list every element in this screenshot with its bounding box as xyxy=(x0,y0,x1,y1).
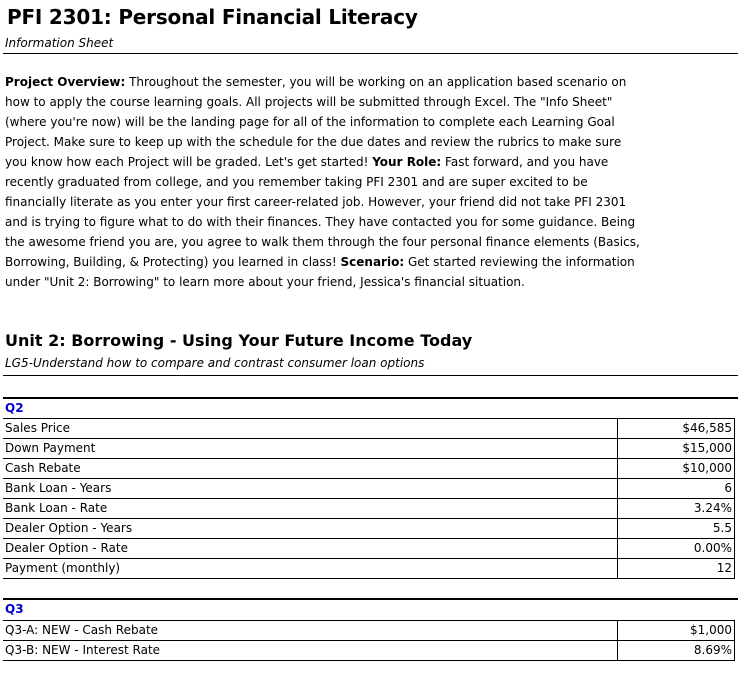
overview-line xyxy=(5,72,625,92)
overview-run: recently graduated from college, and you remember taking PFI 2301 and are super excited to be xyxy=(5,175,588,189)
table-row xyxy=(3,519,735,539)
row-value-cell[interactable]: 12 xyxy=(618,559,735,579)
row-label-cell[interactable]: Down Payment xyxy=(3,439,618,459)
overview-line xyxy=(5,152,625,172)
unit-divider xyxy=(3,375,738,376)
row-value-cell[interactable]: 0.00% xyxy=(618,539,735,559)
sheet-subtitle[interactable]: Information Sheet xyxy=(5,36,114,50)
row-value-cell[interactable]: 6 xyxy=(618,479,735,499)
q2-section-label[interactable]: Q2 xyxy=(5,401,24,415)
overview-run: and is trying to figure what to do with their finances. They have contacted you for some guidance. Being xyxy=(5,215,636,229)
table-row xyxy=(3,499,735,519)
table-row xyxy=(3,621,735,641)
table-row xyxy=(3,479,735,499)
row-label-cell[interactable]: Q3-A: NEW - Cash Rebate xyxy=(3,621,618,641)
overview-bold-run: Your Role: xyxy=(372,155,442,169)
table-row xyxy=(3,439,735,459)
overview-run: Fast forward, and you have xyxy=(441,155,609,169)
table-row xyxy=(3,641,735,661)
overview-line xyxy=(5,252,635,272)
unit-title[interactable]: Unit 2: Borrowing - Using Your Future Income Today xyxy=(5,331,473,350)
q2-table xyxy=(3,418,735,579)
overview-line xyxy=(5,212,636,232)
q3-table xyxy=(3,620,735,661)
row-label-cell[interactable]: Bank Loan - Years xyxy=(3,479,618,499)
sheet-title[interactable]: PFI 2301: Personal Financial Literacy xyxy=(7,5,418,29)
overview-run: Borrowing, Building, & Protecting) you learned in class! xyxy=(5,255,341,269)
table-row xyxy=(3,459,735,479)
row-label-cell[interactable]: Dealer Option - Years xyxy=(3,519,618,539)
row-label-cell[interactable]: Dealer Option - Rate xyxy=(3,539,618,559)
row-value-cell[interactable]: 8.69% xyxy=(618,641,735,661)
row-value-cell[interactable]: $10,000 xyxy=(618,459,735,479)
row-label-cell[interactable]: Payment (monthly) xyxy=(3,559,618,579)
table-row xyxy=(3,419,735,439)
overview-line xyxy=(5,172,625,192)
q3-section-label[interactable]: Q3 xyxy=(5,602,24,616)
overview-run: the awesome friend you are, you agree to walk them through the four personal finance elements (Basics, xyxy=(5,235,640,249)
q2-top-border xyxy=(3,397,738,399)
overview-run: you know how each Project will be graded. Let's get started! xyxy=(5,155,373,169)
overview-run: (where you're now) will be the landing page for all of the information to complete each Learning Goal xyxy=(5,115,615,129)
overview-run: Throughout the semester, you will be working on an application based scenario on xyxy=(125,75,627,89)
row-value-cell[interactable]: $46,585 xyxy=(618,419,735,439)
overview-line xyxy=(5,192,625,212)
table-row xyxy=(3,539,735,559)
q3-top-border xyxy=(3,598,738,600)
header-divider xyxy=(3,53,738,54)
row-value-cell[interactable]: 3.24% xyxy=(618,499,735,519)
overview-run: how to apply the course learning goals. All projects will be submitted through Excel. The "Info Sheet" xyxy=(5,95,613,109)
overview-line xyxy=(5,132,625,152)
overview-run: Project. Make sure to keep up with the schedule for the due dates and review the rubrics to make sure xyxy=(5,135,622,149)
row-label-cell[interactable]: Bank Loan - Rate xyxy=(3,499,618,519)
row-label-cell[interactable]: Cash Rebate xyxy=(3,459,618,479)
overview-line xyxy=(5,272,625,292)
unit-subtitle[interactable]: LG5-Understand how to compare and contrast consumer loan options xyxy=(5,356,425,370)
project-overview-text[interactable] xyxy=(5,72,640,292)
overview-run: Get started reviewing the information xyxy=(404,255,635,269)
row-value-cell[interactable]: 5.5 xyxy=(618,519,735,539)
overview-line xyxy=(5,112,625,132)
table-row xyxy=(3,559,735,579)
overview-line xyxy=(5,232,640,252)
overview-run: financially literate as you enter your first career-related job. However, your friend did not take PFI 2301 xyxy=(5,195,627,209)
overview-bold-run: Project Overview: xyxy=(5,75,126,89)
overview-bold-run: Scenario: xyxy=(340,255,405,269)
row-value-cell[interactable]: $1,000 xyxy=(618,621,735,641)
overview-line xyxy=(5,92,625,112)
row-label-cell[interactable]: Sales Price xyxy=(3,419,618,439)
overview-run: under "Unit 2: Borrowing" to learn more about your friend, Jessica's financial situation. xyxy=(5,275,525,289)
row-label-cell[interactable]: Q3-B: NEW - Interest Rate xyxy=(3,641,618,661)
row-value-cell[interactable]: $15,000 xyxy=(618,439,735,459)
